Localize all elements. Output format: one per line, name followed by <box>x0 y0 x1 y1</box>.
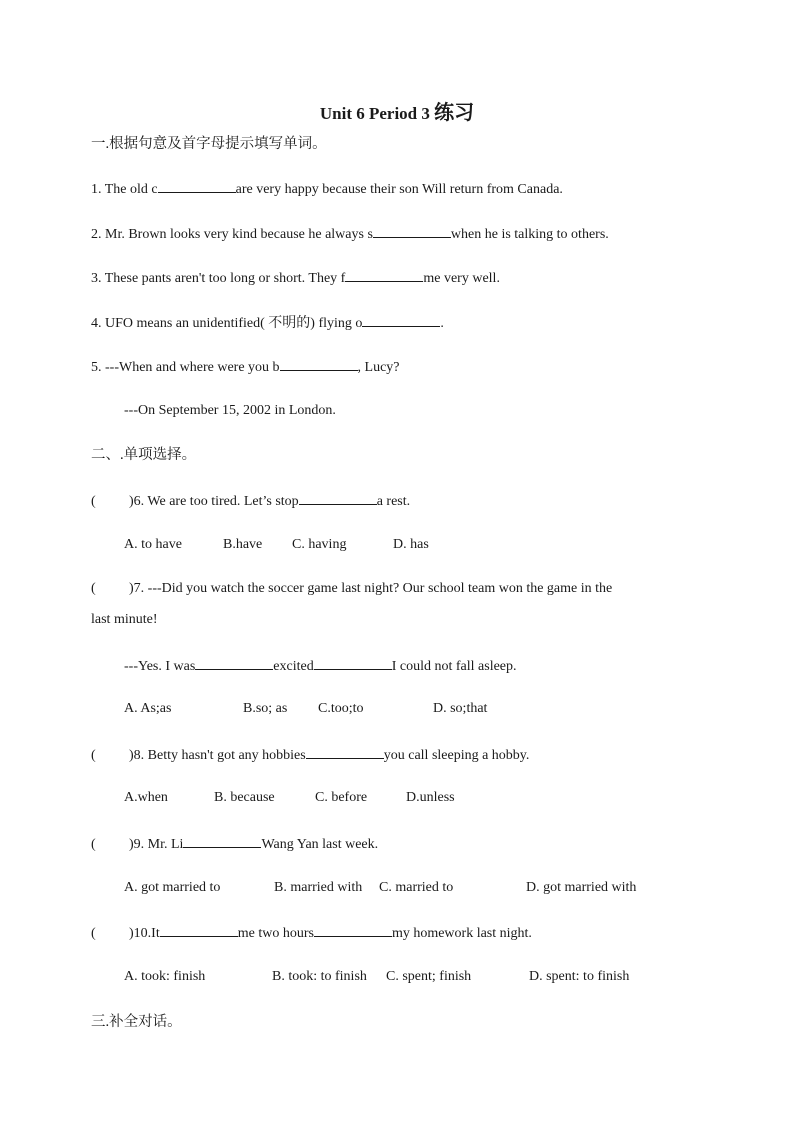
answer-blank[interactable] <box>280 357 358 371</box>
option-c[interactable]: C. spent; finish <box>386 969 472 984</box>
answer-paren[interactable]: ( <box>91 581 96 596</box>
question-9: ( )9. Mr. Li Wang Yan last week. <box>91 834 684 854</box>
question-7: ( )7. ---Did you watch the soccer game last night? Our school team won the game in the last minute! <box>91 573 684 635</box>
option-d[interactable]: D. got married with <box>526 880 637 895</box>
question-10: ( )10.It me two hours my homework last night. <box>91 923 684 943</box>
title-main: Unit 6 Period 3 <box>319 104 435 123</box>
option-a[interactable]: A. took: finish <box>124 969 206 984</box>
option-c[interactable]: C. before <box>315 790 368 805</box>
answer-blank[interactable] <box>314 923 392 937</box>
answer-paren[interactable]: ( <box>91 926 96 941</box>
question-7-options <box>124 700 684 718</box>
page-title <box>0 96 794 125</box>
option-c[interactable]: C. having <box>292 537 347 552</box>
option-b[interactable]: B.have <box>223 537 263 552</box>
answer-blank[interactable] <box>158 179 236 193</box>
option-c[interactable]: C.too;to <box>318 701 364 716</box>
question-8-options <box>124 789 684 807</box>
option-b[interactable]: B. took: to finish <box>272 969 367 984</box>
question-1: 1. The old c are very happy because their son Will return from Canada. <box>91 179 684 199</box>
answer-blank[interactable] <box>373 224 451 238</box>
answer-blank[interactable] <box>306 745 384 759</box>
answer-paren[interactable]: ( <box>91 494 96 509</box>
option-a[interactable]: A. As;as <box>124 701 172 716</box>
option-c[interactable]: C. married to <box>379 880 454 895</box>
question-2: 2. Mr. Brown looks very kind because he always s when he is talking to others. <box>91 224 684 244</box>
question-6-options <box>124 536 684 554</box>
question-6: ( )6. We are too tired. Let’s stop a rest. <box>91 491 684 511</box>
answer-paren[interactable]: ( <box>91 748 96 763</box>
question-7-reply: ---Yes. I was excited I could not fall asleep. <box>124 656 684 676</box>
question-10-options <box>124 968 684 986</box>
answer-blank[interactable] <box>345 268 423 282</box>
section2-heading: 二、.单项选择。 <box>91 447 197 463</box>
option-a[interactable]: A.when <box>124 790 168 805</box>
section3-heading: 三.补全对话。 <box>91 1014 182 1030</box>
question-9-options <box>124 879 684 897</box>
option-a[interactable]: A. got married to <box>124 880 221 895</box>
option-d[interactable]: D.unless <box>406 790 455 805</box>
answer-blank[interactable] <box>299 491 377 505</box>
question-4: 4. UFO means an unidentified( 不明的) flying o . <box>91 313 684 333</box>
option-a[interactable]: A. to have <box>124 537 182 552</box>
question-3: 3. These pants aren't too long or short. They f me very well. <box>91 268 684 288</box>
question-5-answer: ---On September 15, 2002 in London. <box>124 403 336 418</box>
option-b[interactable]: B. because <box>214 790 275 805</box>
option-b[interactable]: B. married with <box>274 880 363 895</box>
option-d[interactable]: D. so;that <box>433 701 488 716</box>
question-8: ( )8. Betty hasn't got any hobbies you call sleeping a hobby. <box>91 745 684 765</box>
option-d[interactable]: D. spent: to finish <box>529 969 630 984</box>
answer-blank[interactable] <box>362 313 440 327</box>
answer-blank[interactable] <box>314 656 392 670</box>
title-cn: 练习 <box>434 102 475 124</box>
answer-blank[interactable] <box>183 834 261 848</box>
answer-blank[interactable] <box>160 923 238 937</box>
option-d[interactable]: D. has <box>393 537 429 552</box>
answer-blank[interactable] <box>195 656 273 670</box>
answer-paren[interactable]: ( <box>91 837 96 852</box>
question-5: 5. ---When and where were you b , Lucy? <box>91 357 684 377</box>
section1-heading: 一.根据句意及首字母提示填写单词。 <box>91 136 327 152</box>
option-b[interactable]: B.so; as <box>243 701 288 716</box>
